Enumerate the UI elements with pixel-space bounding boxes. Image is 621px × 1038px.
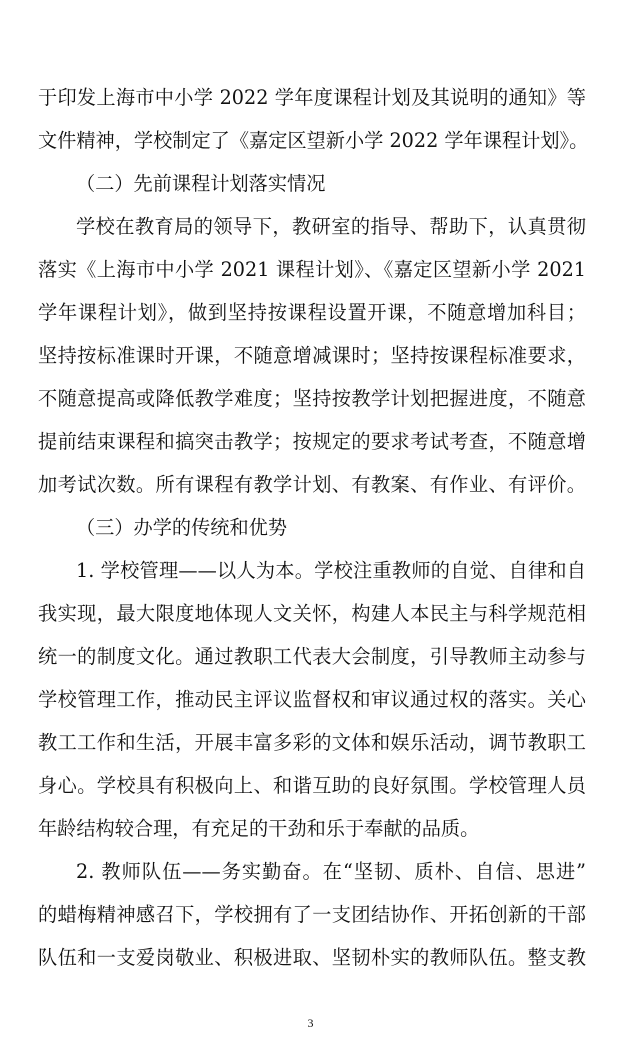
text-line: 统一的制度文化。通过教职工代表大会制度，引导教师主动参与 xyxy=(38,645,586,668)
text-line: 教工工作和生活，开展丰富多彩的文体和娱乐活动，调节教职工 xyxy=(38,731,586,754)
text-line: 提前结束课程和搞突击教学；按规定的要求考试考查，不随意增 xyxy=(38,430,586,453)
text-line: 2. 教师队伍——务实勤奋。在“坚韧、质朴、自信、思进” xyxy=(76,860,586,883)
page-number: 3 xyxy=(307,1016,314,1030)
section-heading: （三）办学的传统和优势 xyxy=(76,516,288,539)
text-line: 1. 学校管理——以人为本。学校注重教师的自觉、自律和自 xyxy=(76,559,586,582)
text-line: 身心。学校具有积极向上、和谐互助的良好氛围。学校管理人员 xyxy=(38,774,586,797)
text-line: 于印发上海市中小学 2022 学年度课程计划及其说明的通知》等 xyxy=(38,86,586,109)
text-line: 加考试次数。所有课程有教学计划、有教案、有作业、有评价。 xyxy=(38,473,586,496)
text-line: 文件精神，学校制定了《嘉定区望新小学 2022 学年课程计划》。 xyxy=(38,129,589,152)
text-line: 学校管理工作，推动民主评议监督权和审议通过权的落实。关心 xyxy=(38,688,586,711)
section-heading: （二）先前课程计划落实情况 xyxy=(76,172,326,195)
text-line: 的蜡梅精神感召下，学校拥有了一支团结协作、开拓创新的干部 xyxy=(38,903,586,926)
text-line: 我实现，最大限度地体现人文关怀，构建人本民主与科学规范相 xyxy=(38,602,586,625)
text-line: 年龄结构较合理，有充足的干劲和乐于奉献的品质。 xyxy=(38,817,480,840)
text-line: 学校在教育局的领导下，教研室的指导、帮助下，认真贯彻 xyxy=(76,215,586,238)
text-line: 队伍和一支爱岗敬业、积极进取、坚韧朴实的教师队伍。整支教 xyxy=(38,946,586,969)
text-line: 不随意提高或降低教学难度；坚持按教学计划把握进度，不随意 xyxy=(38,387,586,410)
text-line: 坚持按标准课时开课，不随意增减课时；坚持按课程标准要求， xyxy=(38,344,586,367)
text-line: 落实《上海市中小学 2021 课程计划》、《嘉定区望新小学 2021 xyxy=(38,258,586,281)
text-line: 学年课程计划》，做到坚持按课程设置开课，不随意增加科目； xyxy=(38,301,586,324)
